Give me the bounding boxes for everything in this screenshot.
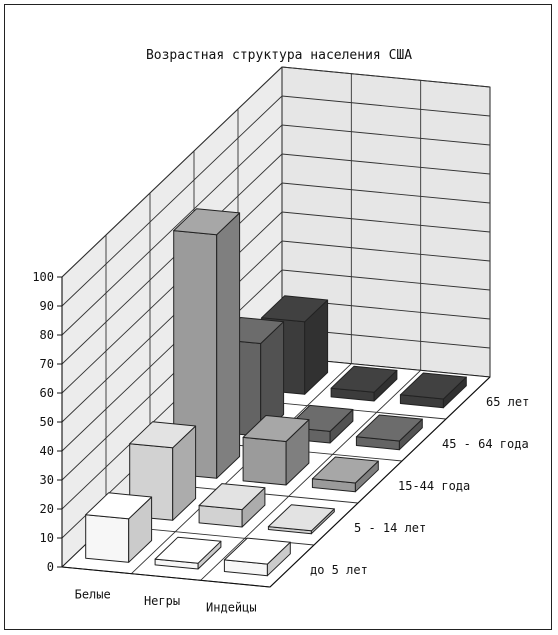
y-tick-label: 100 xyxy=(32,270,54,284)
category-label: Индейцы xyxy=(206,600,257,615)
y-tick-label: 50 xyxy=(39,415,54,429)
chart-title: Возрастная структура населения США xyxy=(145,48,413,63)
bar-side xyxy=(217,213,240,478)
series-label: 15-44 года xyxy=(398,479,471,493)
category-label: Негры xyxy=(143,594,181,608)
bar-front xyxy=(243,437,286,485)
y-tick-label: 70 xyxy=(39,357,54,371)
y-tick-label: 40 xyxy=(39,444,54,458)
y-tick-label: 60 xyxy=(39,386,54,400)
y-tick-label: 20 xyxy=(39,502,54,516)
y-tick-label: 80 xyxy=(39,328,54,342)
series-label: 65 лет xyxy=(486,395,530,409)
y-tick-label: 10 xyxy=(39,531,54,545)
y-tick-label: 30 xyxy=(39,473,54,487)
series-label: 45 - 64 года xyxy=(442,437,529,451)
series-label: 5 - 14 лет xyxy=(354,521,427,535)
category-label: Белые xyxy=(74,587,111,602)
y-tick-label: 0 xyxy=(46,560,54,574)
bar-front xyxy=(86,515,129,563)
series-label: до 5 лет xyxy=(310,563,368,577)
y-tick-label: 90 xyxy=(39,299,54,313)
